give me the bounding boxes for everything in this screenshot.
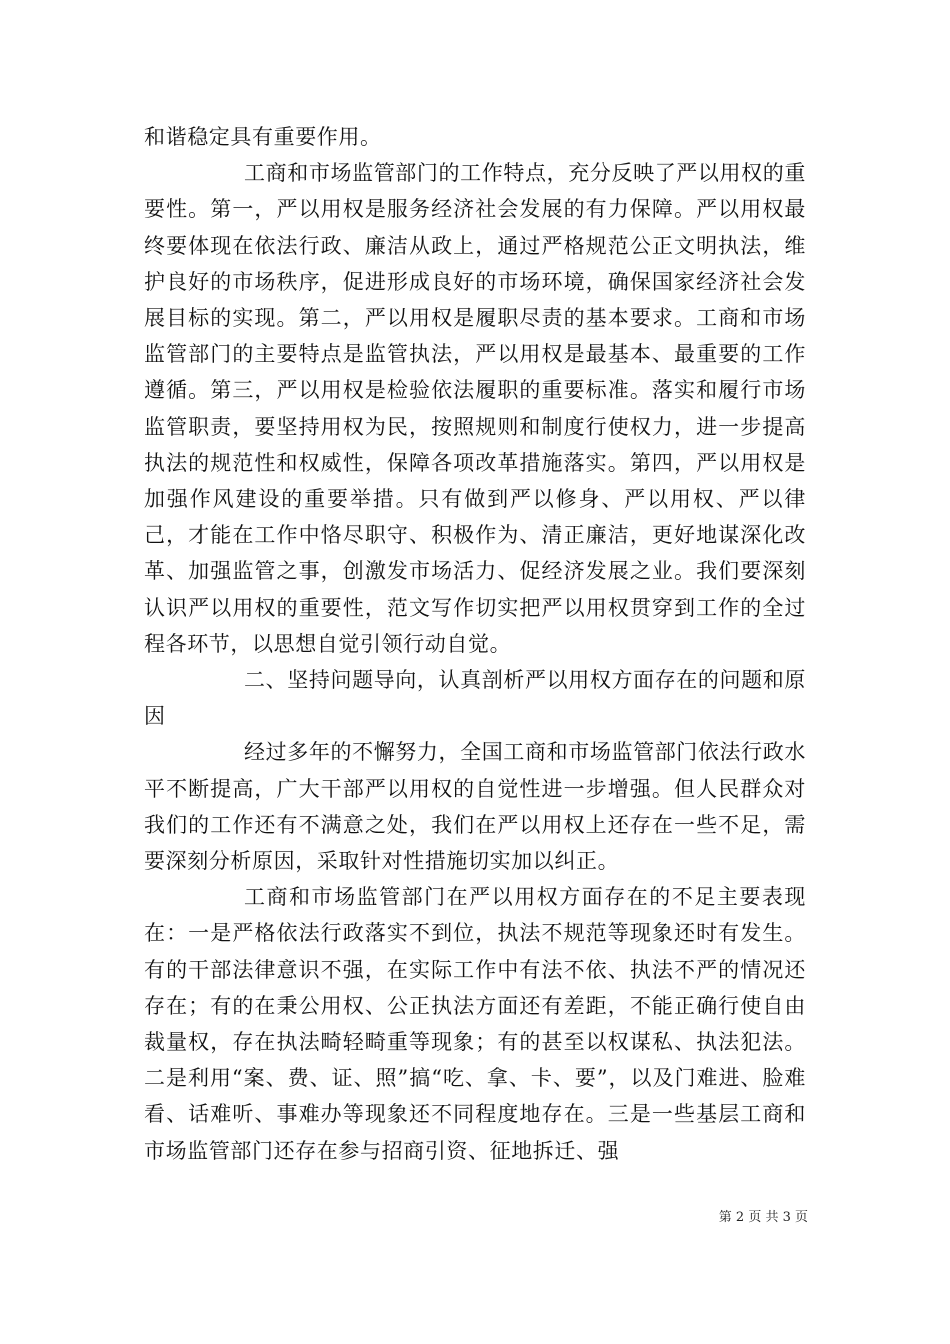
paragraph-3: 经过多年的不懈努力，全国工商和市场监管部门依法行政水平不断提高，广大干部严以用权的自觉性进一步增强。但人民群众对我们的工作还有不满意之处，我们在严以用权上还存在一些不足，需要深刻分析原因，采取针对性措施切实加以纠正。: [144, 740, 806, 874]
document-body: [144, 119, 806, 1169]
paragraph-4: 工商和市场监管部门在严以用权方面存在的不足主要表现在：一是严格依法行政落实不到位，执法不规范等现象还时有发生。有的干部法律意识不强，在实际工作中有法不依、执法不严的情况还存在；有的在秉公用权、公正执法方面还有差距，不能正确行使自由裁量权，存在执法畸轻畸重等现象；有的甚至以权谋私、执法犯法。二是利用“案、费、证、照”搞“吃、拿、卡、要”，以及门难进、脸难看、话难听、事难办等现象还不同程度地存在。三是一些基层工商和市场监管部门还存在参与招商引资、征地拆迁、强: [144, 885, 806, 1163]
paragraph-1: 和谐稳定具有重要作用。: [144, 125, 382, 149]
section-heading: 二、坚持问题导向，认真剖析严以用权方面存在的问题和原因: [144, 668, 806, 729]
page-number-footer: 第 2 页 共 3 页: [718, 1210, 808, 1225]
paragraph-2: 工商和市场监管部门的工作特点，充分反映了严以用权的重要性。第一，严以用权是服务经济社会发展的有力保障。严以用权最终要体现在依法行政、廉洁从政上，通过严格规范公正文明执法，维护良好的市场秩序，促进形成良好的市场环境，确保国家经济社会发展目标的实现。第二，严以用权是履职尽责的基本要求。工商和市场监管部门的主要特点是监管执法，严以用权是最基本、最重要的工作遵循。第三，严以用权是检验依法履职的重要标准。落实和履行市场监管职责，要坚持用权为民，按照规则和制度行使权力，进一步提高执法的规范性和权威性，保障各项改革措施落实。第四，严以用权是加强作风建设的重要举措。只有做到严以修身、严以用权、严以律己，才能在工作中恪尽职守、积极作为、清正廉洁，更好地谋深化改革、加强监管之事，创激发市场活力、促经济发展之业。我们要深刻认识严以用权的重要性，范文写作切实把严以用权贯穿到工作的全过程各环节，以思想自觉引领行动自觉。: [144, 161, 806, 656]
